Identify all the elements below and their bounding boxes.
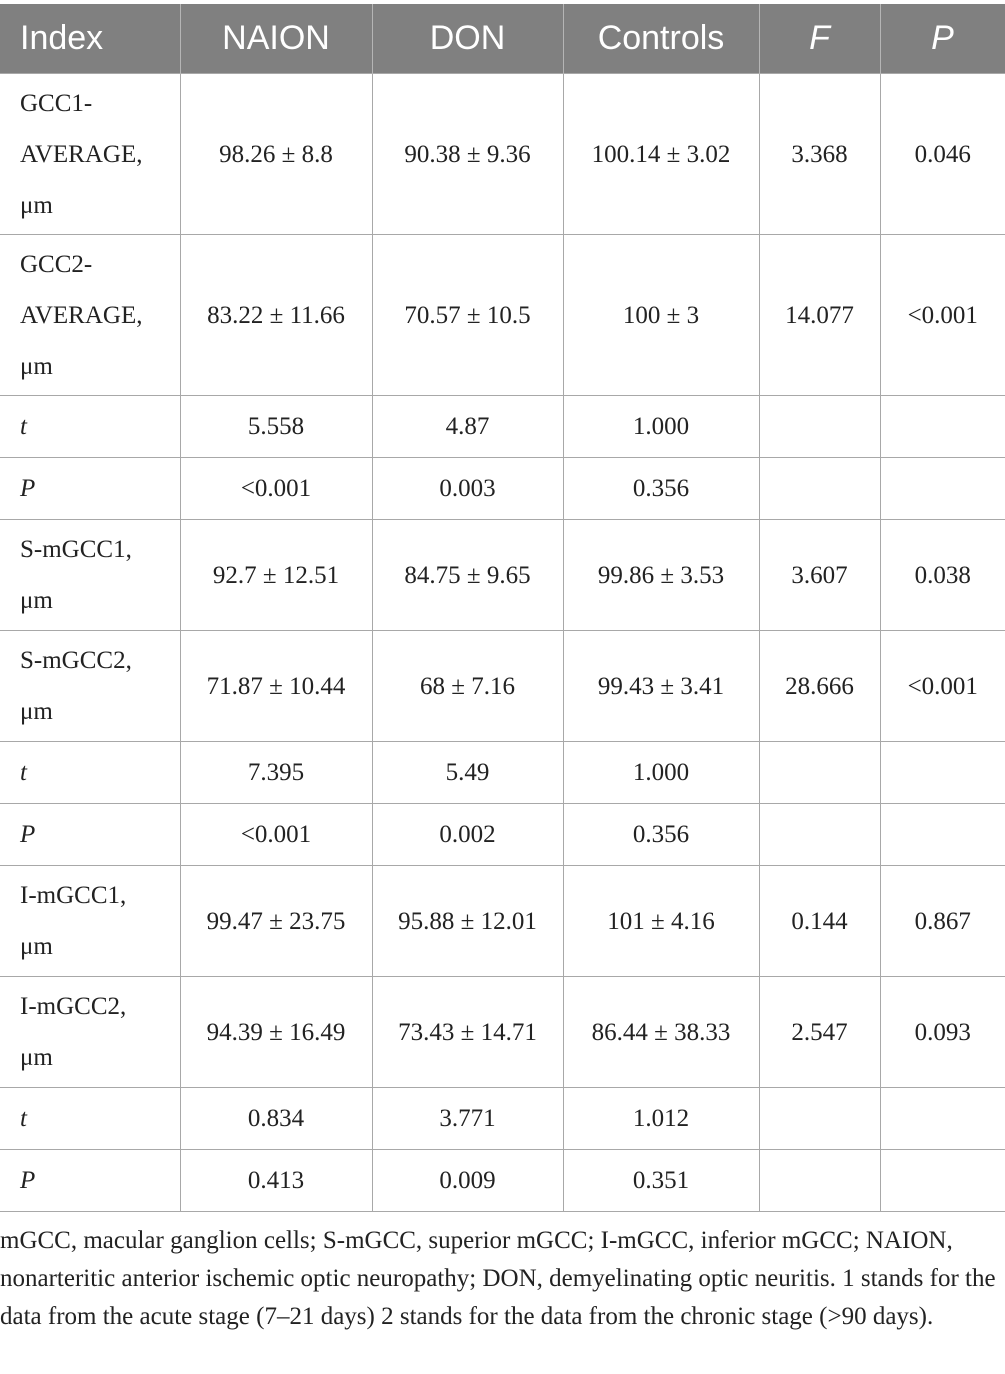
row-label: t (0, 1088, 180, 1150)
cell-controls: 0.356 (563, 458, 759, 520)
table-header (0, 4, 1005, 74)
table-row (0, 235, 1005, 396)
cell-don: 68 ± 7.16 (372, 631, 563, 742)
cell-p: <0.001 (880, 235, 1005, 396)
cell-don: 84.75 ± 9.65 (372, 520, 563, 631)
table-row (0, 74, 1005, 235)
row-label: S-mGCC1, μm (0, 520, 180, 631)
table-row (0, 804, 1005, 866)
row-label: I-mGCC2, μm (0, 977, 180, 1088)
header-don: DON (372, 4, 563, 74)
cell-naion: 71.87 ± 10.44 (180, 631, 372, 742)
header-p: P (880, 4, 1005, 74)
table-row (0, 977, 1005, 1088)
cell-controls: 100 ± 3 (563, 235, 759, 396)
cell-controls: 100.14 ± 3.02 (563, 74, 759, 235)
cell-naion: <0.001 (180, 458, 372, 520)
table-footnote: mGCC, macular ganglion cells; S-mGCC, superior mGCC; I-mGCC, inferior mGCC; NAION, nonarteritic anterior ischemic optic neuropathy; DON, demyelinating optic neuritis. 1 stands for the data from the acute stage (7–21 days) 2 stands for the data from the chronic stage (>90 days). (0, 1227, 996, 1330)
row-label: S-mGCC2, μm (0, 631, 180, 742)
cell-don: 4.87 (372, 396, 563, 458)
table-row (0, 742, 1005, 804)
row-label: GCC1- AVERAGE, μm (0, 74, 180, 235)
cell-controls: 99.86 ± 3.53 (563, 520, 759, 631)
cell-naion: 5.558 (180, 396, 372, 458)
cell-p (880, 804, 1005, 866)
cell-naion: <0.001 (180, 804, 372, 866)
table-row (0, 631, 1005, 742)
row-label: GCC2- AVERAGE, μm (0, 235, 180, 396)
cell-naion: 0.413 (180, 1150, 372, 1212)
cell-f: 3.607 (759, 520, 880, 631)
table-body (0, 74, 1005, 1212)
cell-don: 70.57 ± 10.5 (372, 235, 563, 396)
header-naion: NAION (180, 4, 372, 74)
header-index: Index (0, 4, 180, 74)
table-row (0, 866, 1005, 977)
cell-f (759, 804, 880, 866)
cell-f: 14.077 (759, 235, 880, 396)
cell-f (759, 458, 880, 520)
cell-p (880, 396, 1005, 458)
cell-p: 0.867 (880, 866, 1005, 977)
table-row (0, 396, 1005, 458)
cell-p: 0.093 (880, 977, 1005, 1088)
row-label: P (0, 804, 180, 866)
cell-don: 0.002 (372, 804, 563, 866)
table-row (0, 1088, 1005, 1150)
cell-controls: 101 ± 4.16 (563, 866, 759, 977)
cell-f: 3.368 (759, 74, 880, 235)
header-controls: Controls (563, 4, 759, 74)
cell-don: 95.88 ± 12.01 (372, 866, 563, 977)
row-label: I-mGCC1, μm (0, 866, 180, 977)
cell-p: <0.001 (880, 631, 1005, 742)
cell-p (880, 458, 1005, 520)
cell-f: 28.666 (759, 631, 880, 742)
cell-naion: 92.7 ± 12.51 (180, 520, 372, 631)
cell-don: 5.49 (372, 742, 563, 804)
cell-naion: 83.22 ± 11.66 (180, 235, 372, 396)
row-label: P (0, 458, 180, 520)
cell-p (880, 1150, 1005, 1212)
cell-don: 90.38 ± 9.36 (372, 74, 563, 235)
cell-don: 0.009 (372, 1150, 563, 1212)
cell-controls: 1.000 (563, 742, 759, 804)
cell-controls: 0.356 (563, 804, 759, 866)
cell-f (759, 742, 880, 804)
cell-f (759, 1150, 880, 1212)
table-row (0, 458, 1005, 520)
header-f: F (759, 4, 880, 74)
row-label: t (0, 742, 180, 804)
cell-f (759, 396, 880, 458)
cell-don: 0.003 (372, 458, 563, 520)
results-table (0, 4, 1005, 1212)
cell-p (880, 1088, 1005, 1150)
cell-naion: 0.834 (180, 1088, 372, 1150)
cell-f: 2.547 (759, 977, 880, 1088)
cell-controls: 1.000 (563, 396, 759, 458)
cell-p (880, 742, 1005, 804)
cell-controls: 0.351 (563, 1150, 759, 1212)
cell-p: 0.046 (880, 74, 1005, 235)
cell-f (759, 1088, 880, 1150)
cell-don: 73.43 ± 14.71 (372, 977, 563, 1088)
cell-p: 0.038 (880, 520, 1005, 631)
row-label: t (0, 396, 180, 458)
cell-naion: 98.26 ± 8.8 (180, 74, 372, 235)
table-row (0, 520, 1005, 631)
cell-naion: 7.395 (180, 742, 372, 804)
cell-controls: 1.012 (563, 1088, 759, 1150)
cell-f: 0.144 (759, 866, 880, 977)
cell-naion: 99.47 ± 23.75 (180, 866, 372, 977)
cell-don: 3.771 (372, 1088, 563, 1150)
cell-controls: 99.43 ± 3.41 (563, 631, 759, 742)
row-label: P (0, 1150, 180, 1212)
cell-controls: 86.44 ± 38.33 (563, 977, 759, 1088)
cell-naion: 94.39 ± 16.49 (180, 977, 372, 1088)
table-row (0, 1150, 1005, 1212)
